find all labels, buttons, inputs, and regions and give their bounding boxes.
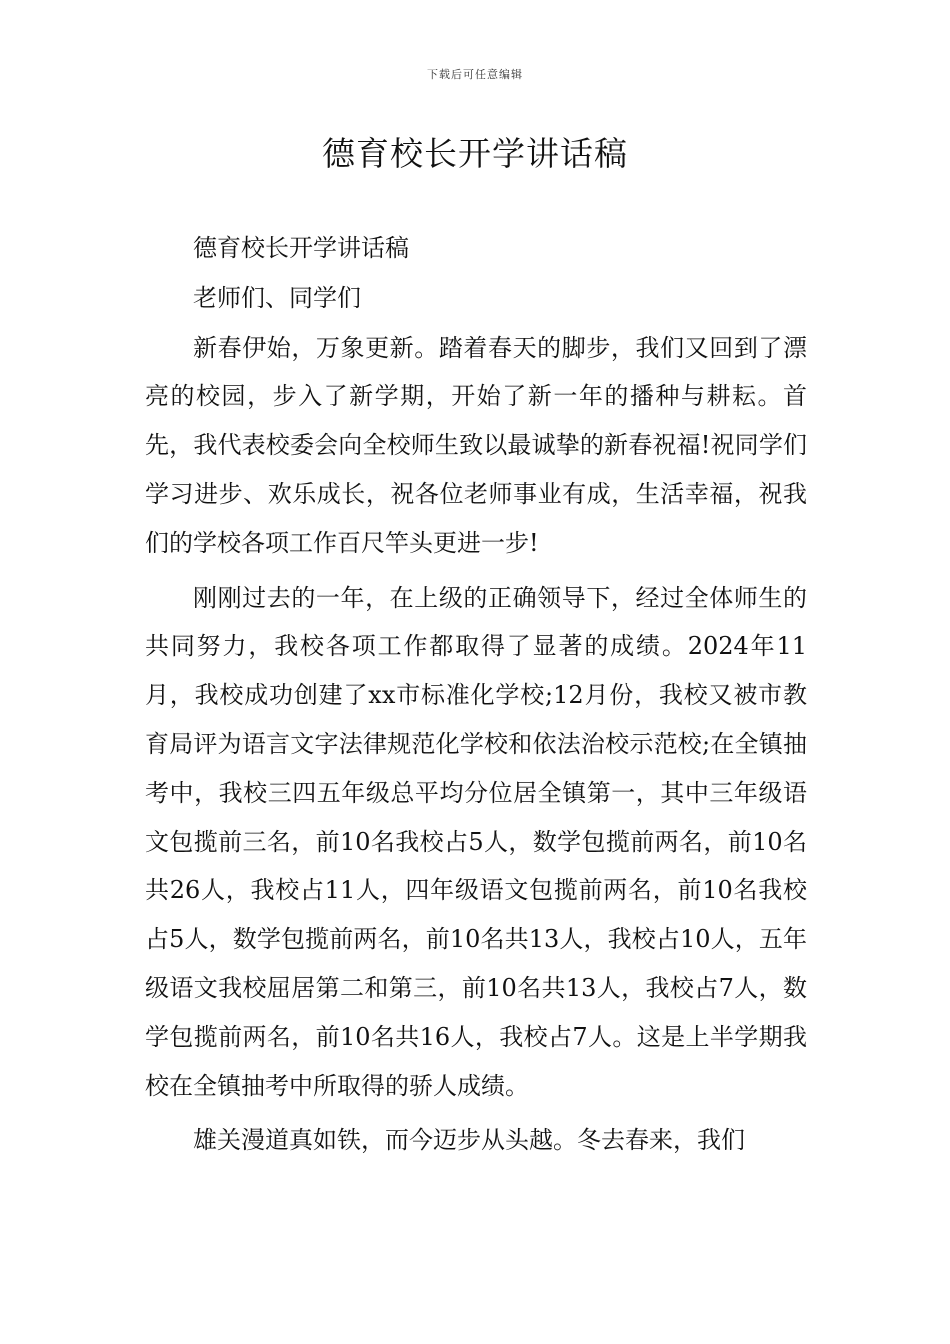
header-note: 下载后可任意编辑: [427, 68, 523, 81]
document-subtitle: 德育校长开学讲话稿: [193, 234, 409, 262]
document-body: [145, 224, 807, 1165]
paragraph: 刚刚过去的一年，在上级的正确领导下，经过全体师生的共同努力，我校各项工作都取得了显著的成绩。2024年11月，我校成功创建了xx市标准化学校;12月份，我校又被市教育局评为语言文字法律规范化学校和依法治校示范校;在全镇抽考中，我校三四五年级总平均分位居全镇第一，其中三年级语文包揽前三名，前10名我校占5人，数学包揽前两名，前10名共26人，我校占11人，四年级语文包揽前两名，前10名我校占5人，数学包揽前两名，前10名共13人，我校占10人，五年级语文我校屈居第二和第三，前10名共13人，我校占7人，数学包揽前两名，前10名共16人，我校占7人。这是上半学期我校在全镇抽考中所取得的骄人成绩。: [145, 583, 807, 1100]
paragraph: 雄关漫道真如铁，而今迈步从头越。冬去春来，我们: [193, 1126, 745, 1155]
paragraph: 新春伊始，万象更新。踏着春天的脚步，我们又回到了漂亮的校园，步入了新学期，开始了新一年的播种与耕耘。首先，我代表校委会向全校师生致以最诚挚的新春祝福!祝同学们学习进步、欢乐成长，祝各位老师事业有成，生活幸福，祝我们的学校各项工作百尺竿头更进一步!: [145, 333, 807, 557]
greeting-line: 老师们、同学们: [193, 283, 361, 312]
document-title: 德育校长开学讲话稿: [322, 134, 628, 173]
